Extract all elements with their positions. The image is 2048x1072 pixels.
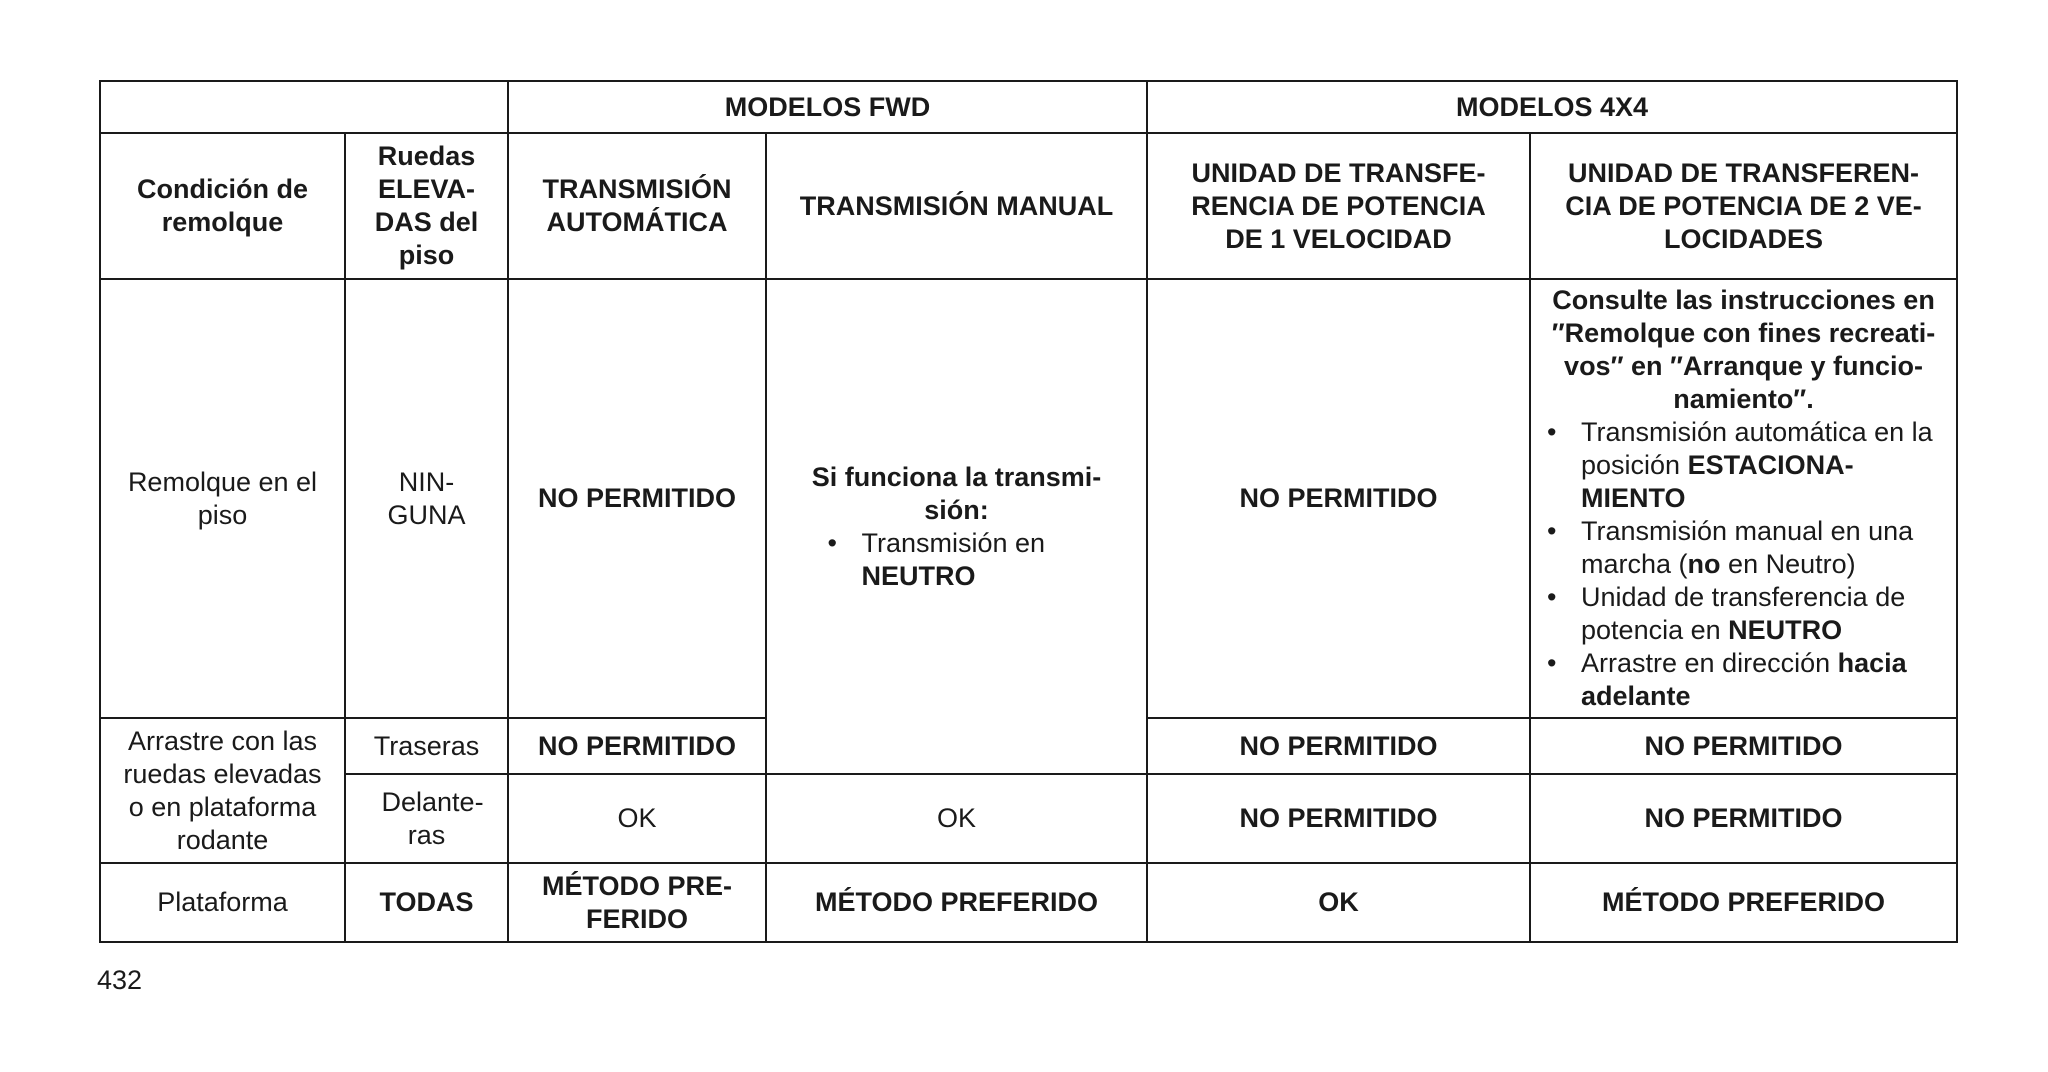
dolly-rear-ptu1: NO PERMITIDO (1147, 718, 1530, 774)
dolly-front-automatic: OK (508, 774, 766, 863)
platform-ptu1: OK (1147, 863, 1530, 942)
row-dolly-front (100, 774, 1957, 863)
platform-condition: Plataforma (100, 863, 345, 942)
dolly-condition (100, 718, 345, 863)
flat-ptu2-b2-bold: no (1687, 549, 1721, 579)
flat-ptu1: NO PERMITIDO (1147, 279, 1530, 718)
group-header-4x4: MODELOS 4X4 (1147, 81, 1957, 133)
flat-ptu2-b3-bold: NEUTRO (1728, 615, 1843, 645)
header-automatic (508, 133, 766, 279)
flat-manual-bullet-bold: NEUTRO (861, 560, 976, 591)
flat-ptu2-head: Consulte las instrucciones en ″Remolque con fines recreati-vos″ en ″Arranque y funcio-namiento″. (1551, 285, 1936, 414)
dolly-front-ptu2: NO PERMITIDO (1530, 774, 1957, 863)
flat-ptu2-b2-post: en Neutro) (1720, 549, 1856, 579)
dolly-rear-automatic: NO PERMITIDO (508, 718, 766, 774)
dolly-front-wheels (345, 774, 508, 863)
dolly-rear-ptu2: NO PERMITIDO (1530, 718, 1957, 774)
header-ptu1-text: UNIDAD DE TRANSFE-RENCIA DE POTENCIA DE 1 VELOCIDAD (1191, 157, 1486, 254)
flat-automatic: NO PERMITIDO (508, 279, 766, 718)
column-header-row (100, 133, 1957, 279)
flat-wheels (345, 279, 508, 718)
towing-table (99, 80, 1958, 943)
header-wheels (345, 133, 508, 279)
header-manual: TRANSMISIÓN MANUAL (766, 133, 1147, 279)
flat-ptu2-b1-text: Transmisión automática en la posición (1581, 417, 1933, 480)
flat-ptu2-bullet-4 (1541, 647, 1946, 713)
dolly-front-wheels-text: Delante-ras (381, 786, 484, 850)
flat-ptu2-bullet-1 (1541, 416, 1946, 515)
platform-ptu2: MÉTODO PREFERIDO (1530, 863, 1957, 942)
header-ptu2 (1530, 133, 1957, 279)
header-condition-text: Condición de remolque (137, 174, 308, 237)
flat-ptu2-b1-bold: ESTACIONA-MIENTO (1581, 450, 1854, 513)
flat-ptu2-bullet-3 (1541, 581, 1946, 647)
group-header-fwd: MODELOS FWD (508, 81, 1147, 133)
flat-ptu2-b4-text: Arrastre en dirección (1581, 648, 1831, 678)
flat-manual-bullet (822, 527, 1092, 593)
platform-manual: MÉTODO PREFERIDO (766, 863, 1147, 942)
flat-ptu2-b3-text: Unidad de transferencia de potencia en (1581, 582, 1906, 645)
flat-ptu2-list (1541, 416, 1946, 713)
header-ptu2-text: UNIDAD DE TRANSFEREN-CIA DE POTENCIA DE 2 VE-LOCIDADES (1565, 157, 1922, 254)
platform-wheels: TODAS (345, 863, 508, 942)
platform-automatic-text: MÉTODO PRE-FERIDO (541, 870, 732, 934)
header-condition (100, 133, 345, 279)
flat-ptu2-b4-bold: hacia adelante (1581, 648, 1907, 711)
flat-manual-list (822, 527, 1092, 593)
row-platform (100, 863, 1957, 942)
flat-ptu2-bullet-2 (1541, 515, 1946, 581)
flat-ptu2 (1530, 279, 1957, 718)
flat-manual-head: Si funciona la transmi-sión: (811, 461, 1102, 525)
header-automatic-text: TRANSMISIÓN AUTOMÁTICA (542, 174, 732, 237)
dolly-front-manual: OK (766, 774, 1147, 863)
dolly-condition-text: Arrastre con las ruedas elevadas o en plataforma rodante (123, 725, 322, 855)
platform-automatic (508, 863, 766, 942)
page-number: 432 (97, 965, 143, 995)
flat-ptu2-b2-text: Transmisión manual en una marcha ( (1581, 516, 1914, 579)
flat-condition-text: Remolque en el piso (127, 466, 318, 530)
flat-manual-bullet-text: Transmisión en (861, 527, 1046, 558)
dolly-rear-wheels: Traseras (345, 718, 508, 774)
flat-condition (100, 279, 345, 718)
group-header-empty (100, 81, 508, 133)
row-flat-towing (100, 279, 1957, 718)
group-header-row (100, 81, 1957, 133)
flat-manual (766, 279, 1147, 774)
header-wheels-text: Ruedas ELEVA-DAS del piso (374, 141, 479, 270)
dolly-front-ptu1: NO PERMITIDO (1147, 774, 1530, 863)
header-ptu1 (1147, 133, 1530, 279)
flat-wheels-text: NIN-GUNA (387, 466, 466, 530)
